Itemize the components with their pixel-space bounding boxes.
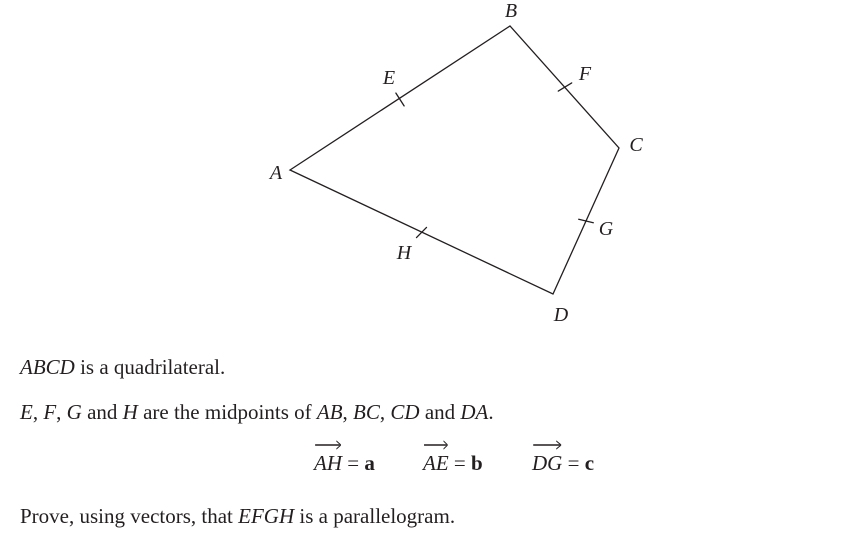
tick-mark-h [417,227,427,237]
point-label-h: H [396,242,412,264]
sep: . [488,400,494,424]
point-label-c: C [629,134,643,156]
vector-value-c: c [584,451,595,475]
point-label-e: E [382,67,396,89]
vector-definitions [0,448,854,482]
vector-definition-ah [314,448,375,478]
sep: and [419,400,461,424]
statement-midpoints [20,399,494,425]
sep: , [342,400,354,424]
sep: , [379,400,391,424]
equals-sign: = [342,451,365,475]
vector-name-text: DG [532,451,563,475]
statement-text: is a quadrilateral. [74,355,226,379]
task-text: is a parallelogram. [294,504,456,528]
equals-sign: = [448,451,471,475]
var-efgh: EFGH [238,504,295,528]
task-text: Prove, using vectors, that [20,504,239,528]
vector-name-ah [314,448,342,478]
vector-name-text: AE [423,451,449,475]
sep: , [56,400,67,424]
sep: are the midpoints of [137,400,317,424]
sep: and [81,400,123,424]
vector-value-b: b [471,451,483,475]
tick-mark-f [558,83,571,91]
var-cd: CD [390,400,420,424]
sep: , [32,400,44,424]
var-ab: AB [316,400,343,424]
var-g: G [66,400,82,424]
vector-name-dg [532,448,562,478]
point-label-a: A [269,162,283,184]
vector-name-ae [423,448,449,478]
vector-definition-dg [532,448,594,478]
vector-value-a: a [364,451,375,475]
point-label-b: B [504,0,518,22]
point-label-d: D [553,304,569,326]
var-abcd: ABCD [20,355,75,379]
task-prove-parallelogram [20,503,455,529]
vector-arrow-icon [532,440,562,450]
var-da: DA [460,400,489,424]
var-f: F [43,400,57,424]
var-e: E [20,400,33,424]
statement-quadrilateral [20,354,225,380]
point-label-g: G [598,218,614,240]
equals-sign: = [562,451,585,475]
vector-name-text: AH [314,451,342,475]
var-h: H [122,400,138,424]
point-label-f: F [578,63,592,85]
var-bc: BC [353,400,380,424]
vector-definition-ae [423,448,483,478]
vector-arrow-icon [314,440,342,450]
vector-arrow-icon [423,440,449,450]
quadrilateral-abcd [290,26,619,294]
